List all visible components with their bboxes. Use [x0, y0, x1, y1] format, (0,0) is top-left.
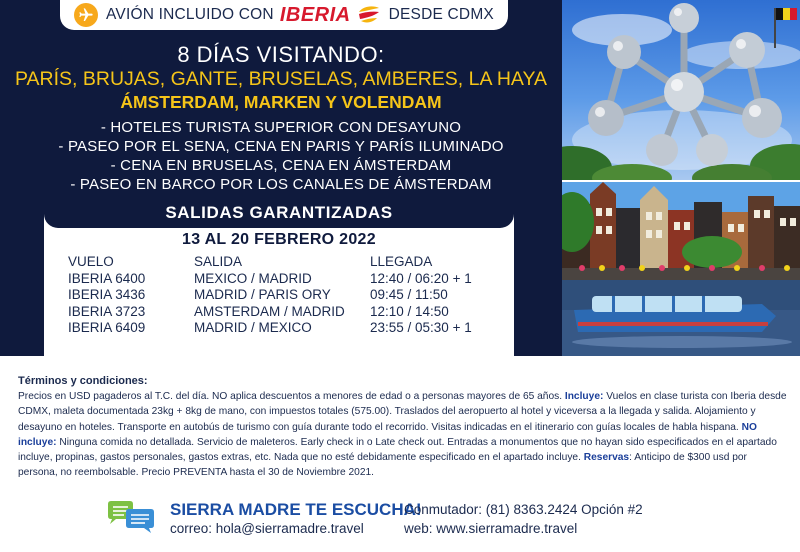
trip-duration-heading: 8 DÍAS VISITANDO:: [177, 42, 385, 67]
promo-panel: [0, 0, 562, 356]
flight-number: IBERIA 6409: [68, 320, 146, 335]
flight-route: MADRID / MEXICO: [194, 320, 312, 335]
terms-paragraph: : Anticipo de $300 usd por persona, no reembolsable. Precio PREVENTA hasta el 30 de Noviembre 2021.: [18, 452, 747, 479]
atomium-photo: [562, 0, 800, 180]
terms-paragraph: Ninguna comida no detallada. Servicio de maleteros. Early check in o Late check out. Entradas a monumentos que no hayan sido especificados en el apartado incluye, propinas, gastos personales, gastos extras, etc. Nada que no esté debidamente especificado en el apartado incluye.: [18, 436, 777, 464]
terms-title: Términos y condiciones:: [18, 375, 148, 387]
banner-text-after: DESDE CDMX: [388, 6, 494, 23]
footer-web[interactable]: web: www.sierramadre.travel: [404, 521, 578, 536]
terms-body: [18, 389, 788, 481]
flight-route: MEXICO / MADRID: [194, 270, 312, 286]
feature-item: - CENA EN BRUSELAS, CENA EN ÁMSTERDAM: [110, 157, 452, 174]
flight-route: MADRID / PARIS ORY: [194, 287, 331, 302]
terms-paragraph: Vuelos en clase turista con Iberia desde CDMX, maleta documentada 23kg + 8kg de mano, con impuestos totales (575.00). Traslados del aeropuerto al hotel y viceversa a la llegada y salida. Alojamiento y desayuno en hoteles. Transporte en autobús de turismo con guía durante todo el recorrido. Visitas indicadas en el itinerario con guías locales de habla hispana.: [18, 391, 787, 433]
terms-section: [18, 375, 788, 481]
no-incluye-label: NO incluye:: [18, 421, 757, 448]
departures-card: [44, 198, 514, 356]
feature-item: - PASEO EN BARCO POR LOS CANALES DE ÁMSTERDAM: [70, 176, 492, 193]
flights-table: [68, 254, 508, 337]
amsterdam-canal-photo: [562, 182, 800, 356]
feature-item: - PASEO POR EL SENA, CENA EN PARIS Y PARÍS ILUMINADO: [58, 138, 504, 155]
flights-header-row: [68, 254, 508, 271]
footer-email[interactable]: correo: hola@sierramadre.travel: [170, 521, 364, 536]
chat-bubbles-icon: [106, 500, 156, 534]
footer-title: SIERRA MADRE TE ESCUCHA!: [170, 500, 422, 519]
flight-row: [68, 271, 508, 288]
incluye-label: Incluye:: [564, 391, 604, 402]
banner-text-before: AVIÓN INCLUIDO CON: [106, 6, 274, 23]
plane-icon: [74, 3, 98, 27]
reservas-label: Reservas: [583, 452, 630, 464]
features-list: [0, 118, 562, 194]
header-llegada: LLEGADA: [370, 254, 433, 269]
departure-dates: 13 AL 20 FEBRERO 2022: [182, 231, 376, 248]
flight-times: 12:10 / 14:50: [370, 303, 449, 319]
cities-line-1: PARÍS, BRUJAS, GANTE, BRUSELAS, AMBERES, LA HAYA: [14, 68, 548, 90]
flight-row: [68, 304, 508, 321]
flight-row: [68, 320, 508, 337]
airline-banner: [60, 0, 508, 30]
flight-number: IBERIA 6400: [68, 270, 146, 286]
iberia-swoosh-icon: [357, 4, 381, 26]
cities-line-2: ÁMSTERDAM, MARKEN Y VOLENDAM: [120, 92, 442, 112]
flight-row: [68, 287, 508, 304]
terms-paragraph: Precios en USD pagaderos al T.C. del día. NO aplica descuentos a menores de edad o a personas mayores de 65 años.: [18, 391, 563, 402]
feature-item: - HOTELES TURISTA SUPERIOR CON DESAYUNO: [100, 119, 462, 136]
flight-number: IBERIA 3436: [68, 287, 146, 302]
flight-times: 12:40 / 06:20 + 1: [370, 270, 472, 286]
header-salida: SALIDA: [194, 254, 243, 269]
flight-times: 23:55 / 05:30 + 1: [370, 320, 472, 335]
header-vuelo: VUELO: [68, 254, 114, 269]
flight-times: 09:45 / 11:50: [370, 287, 448, 302]
flight-route: AMSTERDAM / MADRID: [194, 303, 345, 319]
iberia-logo: IBERIA: [279, 3, 351, 26]
flight-number: IBERIA 3723: [68, 303, 146, 319]
departures-title: SALIDAS GARANTIZADAS: [44, 198, 514, 228]
footer-phone: Conmutador: (81) 8363.2424 Opción #2: [404, 502, 643, 517]
